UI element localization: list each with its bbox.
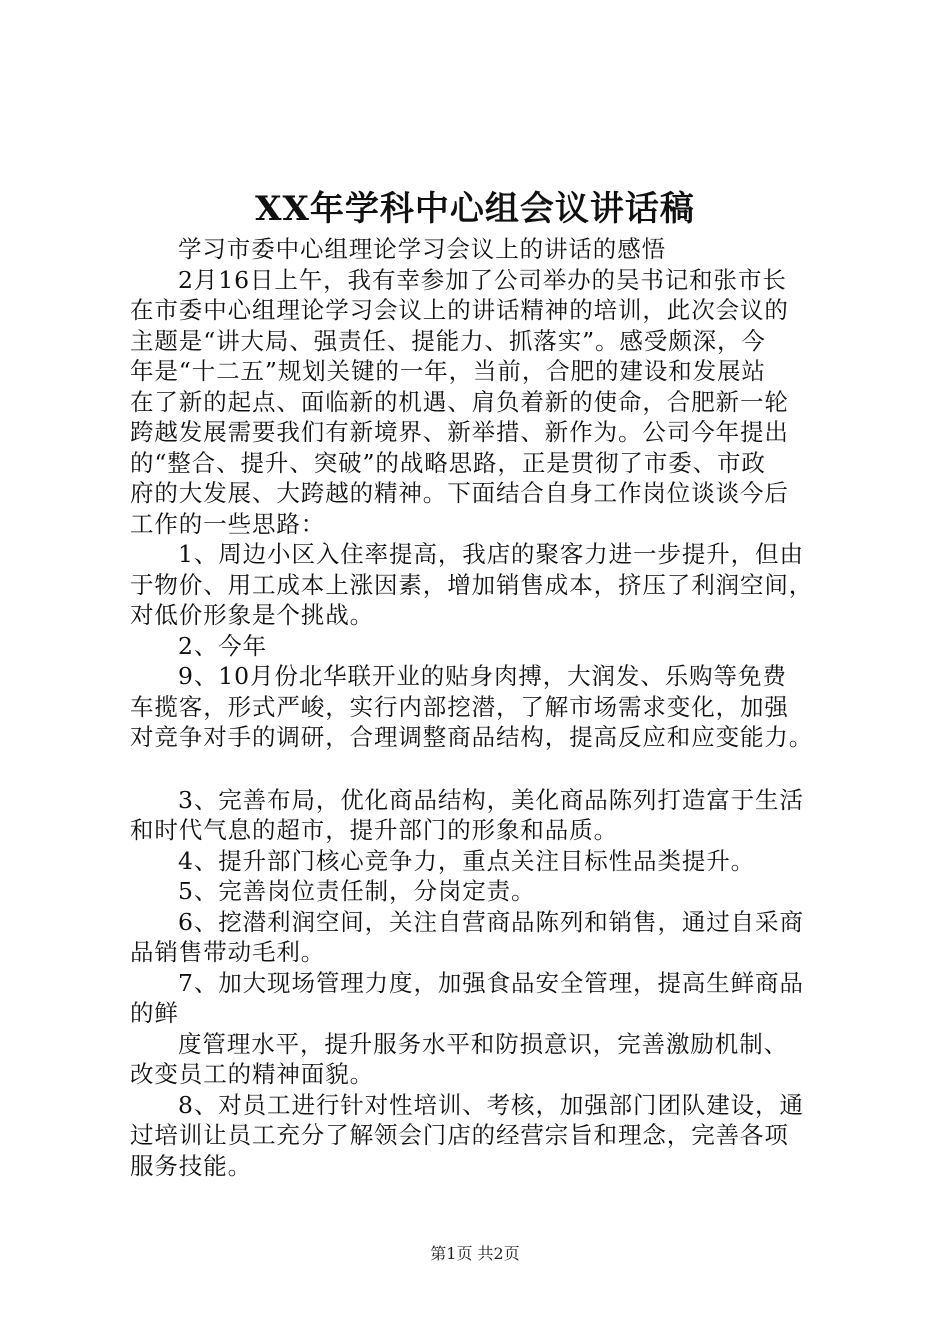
paragraph-line: 的“整合、提升、突破”的战略思路，正是贯彻了市委、市政	[130, 448, 766, 477]
list-item-line: 9、10月份北华联开业的贴身肉搏，大润发、乐购等免费	[178, 662, 787, 690]
list-item-line: 8、对员工进行针对性培训、考核，加强部门团队建设，通	[178, 1090, 804, 1119]
list-item-line: 3、完善布局，优化商品结构，美化商品陈列打造富于生活	[178, 785, 804, 814]
list-item-line: 4、提升部门核心竞争力，重点关注目标性品类提升。	[178, 846, 756, 875]
document-body	[130, 234, 850, 1181]
list-item-line: 过培训让员工充分了解领会门店的经营宗旨和理念，完善各项	[130, 1121, 789, 1149]
list-item-line: 5、完善岗位责任制，分岗定责。	[178, 877, 536, 905]
list-item-line: 改变员工的精神面貌。	[130, 1060, 374, 1088]
list-item-line: 和时代气息的超市，提升部门的形象和品质。	[130, 816, 618, 844]
list-item-line: 7、加大现场管理力度，加强食品安全管理，提高生鲜商品	[178, 968, 804, 997]
list-item-line: 度管理水平，提升服务水平和防损意识，完善激励机制、	[178, 1029, 788, 1058]
paragraph-line: 跨越发展需要我们有新境界、新举措、新作为。公司今年提出	[130, 418, 789, 446]
list-item-line: 于物价、用工成本上涨因素，增加销售成本，挤压了利润空间，	[130, 570, 814, 599]
list-item-line: 车揽客，形式严峻，实行内部挖潜，了解市场需求变化，加强	[130, 692, 789, 721]
subtitle-line: 学习市委中心组理论学习会议上的讲话的感悟	[178, 235, 666, 263]
paragraph-gap	[130, 753, 850, 785]
list-item-line: 品销售带动毛利。	[130, 938, 326, 966]
paragraph-line: 年是“十二五”规划关键的一年，当前，合肥的建设和发展站	[130, 357, 766, 385]
paragraph-line: 在了新的起点、面临新的机遇、肩负着新的使命，合肥新一轮	[130, 387, 789, 416]
list-item-line: 对低价形象是个挑战。	[130, 601, 374, 629]
list-item-line: 对竞争对手的调研，合理调整商品结构，提高反应和应变能力。	[130, 723, 814, 751]
list-item-line: 服务技能。	[130, 1151, 252, 1180]
paragraph-line: 主题是“讲大局、强责任、提能力、抓落实”。感受颇深，今	[130, 326, 766, 355]
paragraph-line: 2月16日上午，我有幸参加了公司举办的吴书记和张市长	[178, 265, 787, 294]
paragraph-line: 在市委中心组理论学习会议上的讲话精神的培训，此次会议的	[130, 296, 789, 324]
list-item-line: 6、挖潜利润空间，关注自营商品陈列和销售，通过自采商	[178, 907, 804, 936]
document-title: XX年学科中心组会议讲话稿	[255, 189, 695, 229]
page-number-footer: 第1页 共2页	[430, 1244, 520, 1263]
list-item-line: 1、周边小区入住率提高，我店的聚客力进一步提升，但由	[178, 540, 804, 568]
list-item-line: 2、今年	[178, 631, 268, 660]
paragraph-line: 府的大发展、大跨越的精神。下面结合自身工作岗位谈谈今后	[130, 479, 789, 507]
list-item-line: 的鲜	[130, 999, 179, 1027]
paragraph-line: 工作的一些思路：	[130, 509, 326, 538]
